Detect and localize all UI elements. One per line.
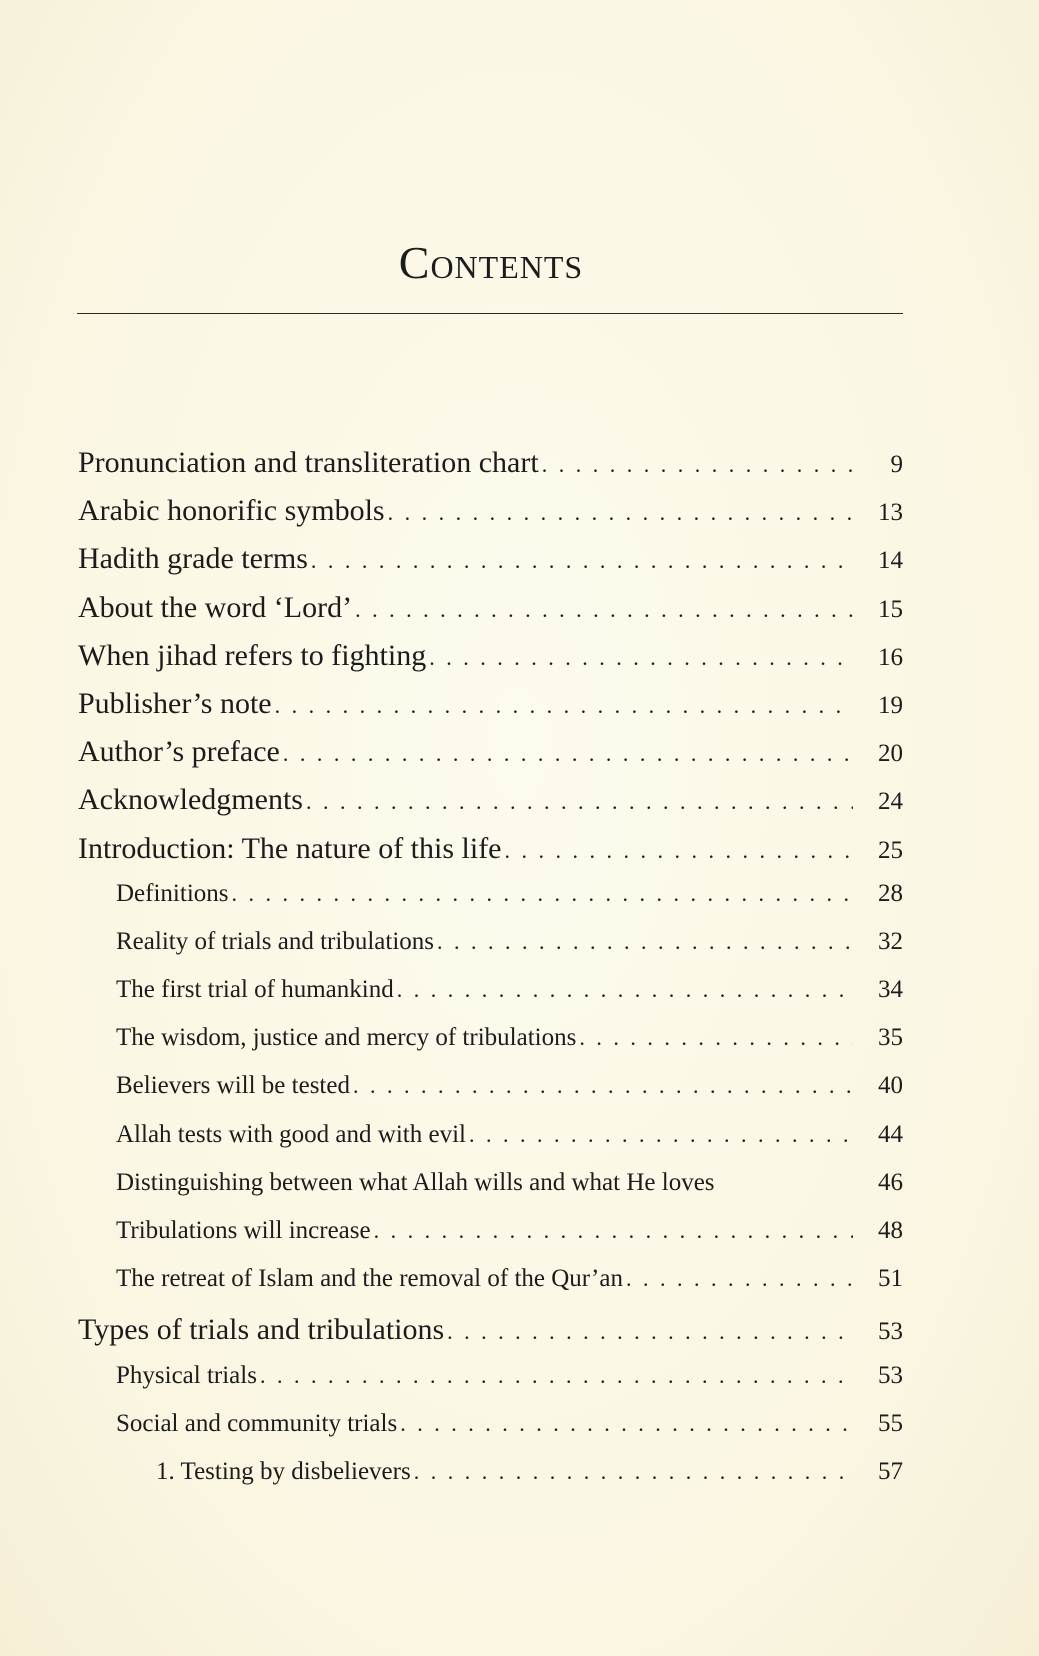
toc-entry [78, 639, 903, 687]
toc-entry-title: Social and community trials [116, 1409, 398, 1437]
dot-leader [400, 1411, 853, 1437]
toc-entry-page-number: 13 [878, 499, 903, 527]
toc-entry-title: Pronunciation and transliteration chart [78, 446, 539, 479]
toc-entry-title: Types of trials and tribulations [78, 1313, 445, 1347]
toc-entry [78, 1169, 903, 1217]
toc-entry-page-number: 53 [878, 1361, 903, 1389]
toc-entry [78, 832, 903, 880]
toc-entry-page-number: 19 [878, 691, 903, 719]
toc-entry-title: Believers will be tested [116, 1072, 350, 1100]
toc-entry-title: Acknowledgments [78, 783, 303, 817]
toc-entry [78, 880, 903, 928]
toc-entry-title: The wisdom, justice and mercy of tribulations [116, 1024, 577, 1052]
toc-entry-page-number: 9 [890, 451, 903, 478]
toc-entry-page-number: 48 [878, 1217, 903, 1244]
dot-leader [469, 1122, 853, 1148]
toc-entry-page-number: 14 [878, 547, 903, 575]
toc-entry [78, 1265, 903, 1313]
dot-leader [626, 1266, 853, 1292]
title-rule [77, 313, 903, 314]
toc-entry-page-number: 25 [878, 836, 903, 864]
toc-entry [78, 1458, 903, 1506]
dot-leader [437, 929, 853, 955]
dot-leader [355, 597, 853, 623]
dot-leader [232, 881, 854, 907]
toc-entry [78, 591, 903, 639]
toc-entry [78, 1072, 903, 1120]
toc-entry-title: The retreat of Islam and the removal of the Qur’an [116, 1265, 623, 1293]
toc-entry-title: Distinguishing between what Allah wills and what He loves [116, 1168, 715, 1196]
toc-entry-title: Reality of trials and tribulations [116, 927, 434, 955]
toc-entry-title: Author’s preface [78, 735, 280, 769]
dot-leader [260, 1363, 853, 1389]
dot-leader [388, 500, 853, 526]
toc-entry-page-number: 15 [878, 595, 903, 623]
toc-entry-page-number: 24 [878, 788, 903, 816]
toc-entry [78, 976, 903, 1024]
toc-entry [78, 783, 903, 831]
dot-leader [429, 645, 853, 671]
dot-leader [579, 1025, 853, 1051]
dot-leader [311, 548, 853, 574]
toc-entry-title: 1. Testing by disbelievers [156, 1457, 411, 1485]
toc-entry-title: Publisher’s note [78, 686, 272, 720]
toc-entry-page-number: 28 [878, 879, 903, 907]
dot-leader [397, 977, 853, 1003]
toc-entry-title: Allah tests with good and with evil [116, 1120, 466, 1148]
toc-entry-page-number: 20 [878, 740, 903, 768]
dot-leader [275, 693, 853, 719]
toc-entry-title: Hadith grade terms [78, 542, 308, 576]
toc-entry-page-number: 51 [878, 1265, 903, 1293]
toc-entry-title: Tribulations will increase [116, 1217, 371, 1244]
toc-entry-page-number: 32 [878, 927, 903, 955]
toc-entry-page-number: 53 [878, 1318, 903, 1346]
toc-entry-page-number: 34 [878, 976, 903, 1004]
dot-leader [447, 1319, 853, 1345]
dot-leader [542, 452, 853, 478]
toc-entry [78, 1410, 903, 1458]
toc-entry-title: Definitions [116, 879, 229, 907]
toc-entry-page-number: 57 [878, 1457, 903, 1485]
toc-entry [78, 687, 903, 735]
toc-entry-title: Introduction: The nature of this life [78, 831, 502, 865]
toc-entry [78, 446, 903, 494]
dot-leader [353, 1073, 853, 1099]
toc-entry [78, 1217, 903, 1265]
toc-entry-page-number: 40 [878, 1072, 903, 1100]
toc-entry-title: Arabic honorific symbols [78, 494, 385, 528]
table-of-contents [78, 446, 903, 1506]
toc-entry [78, 542, 903, 590]
dot-leader [414, 1459, 853, 1485]
toc-entry-page-number: 35 [878, 1024, 903, 1052]
dot-leader [283, 741, 853, 767]
toc-entry [78, 494, 903, 542]
toc-entry-title: About the word ‘Lord’ [78, 590, 353, 624]
toc-entry-title: When jihad refers to fighting [78, 638, 427, 672]
toc-entry [78, 735, 903, 783]
dot-leader [306, 789, 853, 815]
toc-entry-title: The first trial of humankind [116, 976, 394, 1004]
dot-leader [505, 838, 853, 864]
dot-leader [374, 1218, 853, 1244]
toc-entry [78, 1024, 903, 1072]
toc-entry-page-number: 44 [878, 1120, 903, 1148]
toc-entry [78, 1362, 903, 1410]
page-title: Contents [398, 237, 584, 288]
toc-entry-page-number: 55 [878, 1409, 903, 1437]
toc-entry-title: Physical trials [116, 1361, 257, 1389]
toc-entry-page-number: 16 [878, 643, 903, 671]
toc-entry [78, 928, 903, 976]
toc-entry-page-number: 46 [878, 1168, 903, 1196]
toc-entry [78, 1121, 903, 1169]
toc-entry [78, 1313, 903, 1361]
